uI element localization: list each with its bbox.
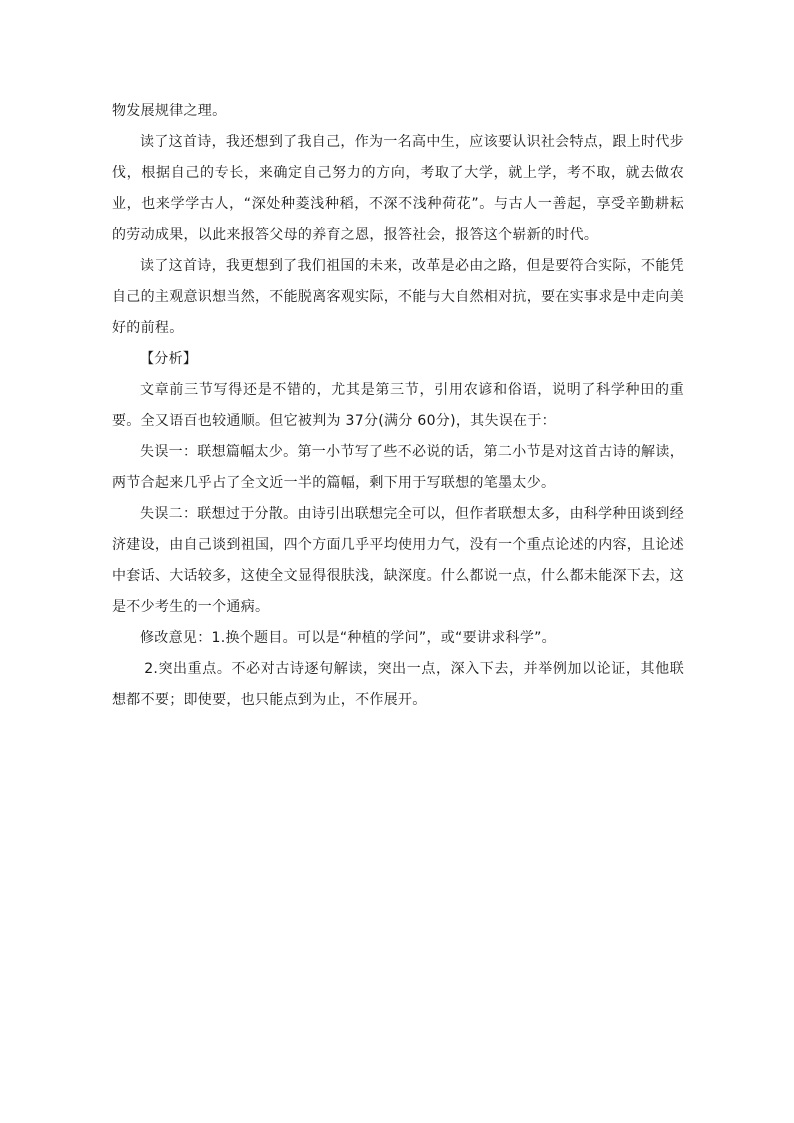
paragraph-revision-two: 2.突出重点。不必对古诗逐句解读，突出一点，深入下去，并举例加以论证，其他联想都不要；即使要，也只能点到为止，不作展开。 [112,661,684,708]
paragraph-country-future: 读了这首诗，我更想到了我们祖国的未来，改革是必由之路，但是要符合实际，不能凭自己的主观意识想当然，不能脱离客观实际，不能与大自然相对抗，要在实事求是中走向美好的前程。 [112,258,684,336]
paragraph-mistake-one: 失误一：联想篇幅太少。第一小节写了些不必说的话，第二小节是对这首古诗的解读，两节合起来几乎占了全文近一半的篇幅，剩下用于写联想的笔墨太少。 [112,444,684,491]
document-page [112,96,684,716]
paragraph-continuation: 物发展规律之理。 [112,103,227,119]
paragraph-mistake-two: 失误二：联想过于分散。由诗引出联想完全可以，但作者联想太多，由科学种田谈到经济建设，由自己谈到祖国，四个方面几乎平均使用力气，没有一个重点论述的内容，且论述中套话、大话较多，这使全文显得很肤浅，缺深度。什么都说一点，什么都未能深下去，这是不少考生的一个通病。 [112,506,684,615]
paragraph-analysis-intro: 文章前三节写得还是不错的，尤其是第三节，引用农谚和俗语，说明了科学种田的重要。全又语百也较通顺。但它被判为 37分(满分 60分)，其失误在于： [112,382,684,429]
section-heading-analysis: 【分析】 [140,351,198,367]
paragraph-self-reflection: 读了这首诗，我还想到了我自己，作为一名高中生，应该要认识社会特点，跟上时代步伐，根据自己的专长，来确定自己努力的方向，考取了大学，就上学，考不取，就去做农业，也来学学古人，“深处种菱浅种稻，不深不浅种荷花”。与古人一善起，享受辛勤耕耘的劳动成果，以此来报答父母的养育之恩，报答社会，报答这个崭新的时代。 [112,134,684,243]
paragraph-revision-one: 修改意见：1.换个题目。可以是“种植的学问”，或“要讲求科学”。 [140,630,556,646]
